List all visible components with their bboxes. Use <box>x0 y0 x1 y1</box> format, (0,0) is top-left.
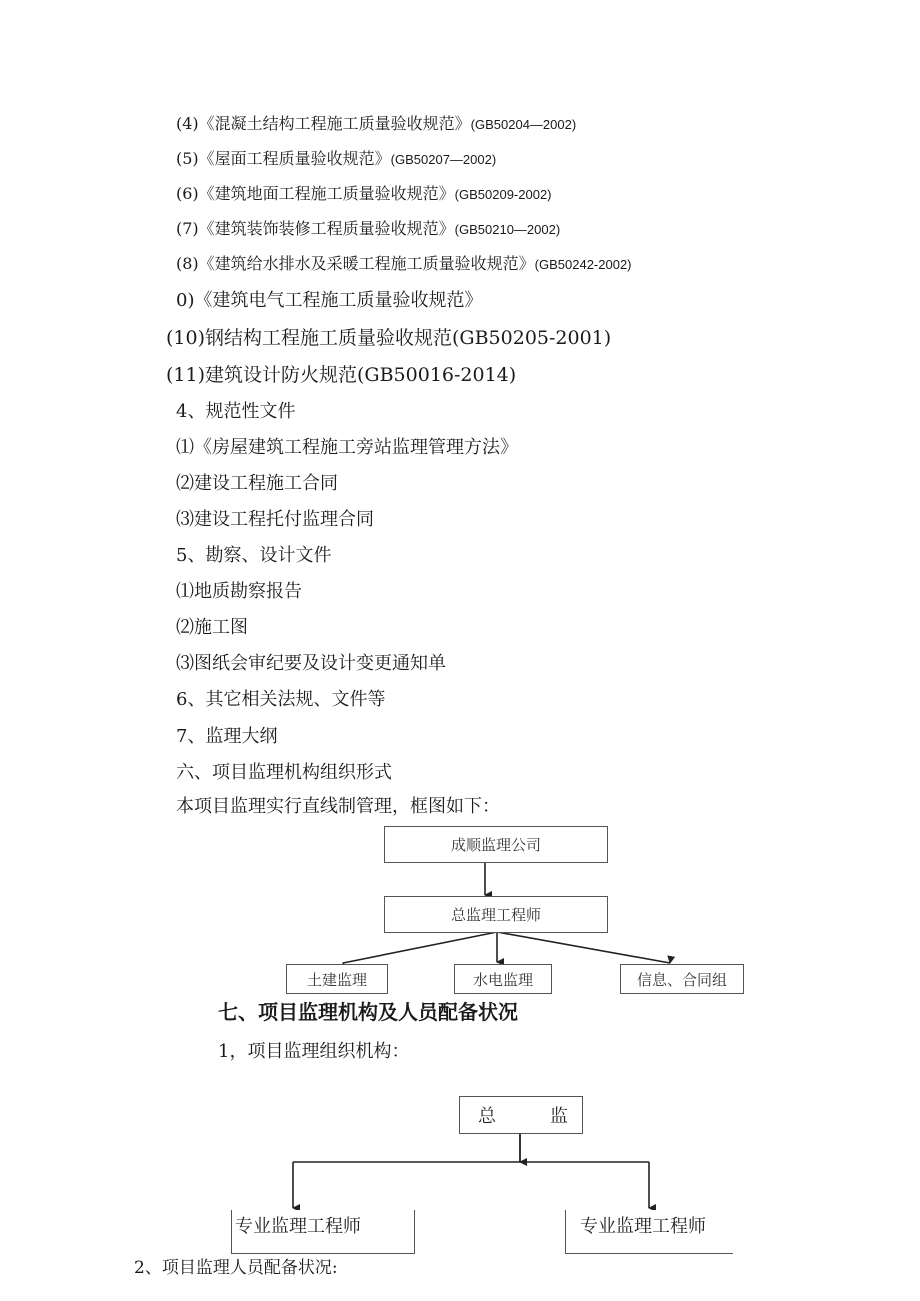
section-4-title: 4、规范性文件 <box>176 401 296 422</box>
list-item: ⑴地质勘察报告 <box>176 581 302 602</box>
org-box-label: 土建监理 <box>306 970 367 989</box>
standard-label: (6)《建筑地面工程施工质量验收规范》 <box>176 184 455 203</box>
subheading-1: 1，项目监理组织机构： <box>218 1041 410 1062</box>
standard-code: (GB50242-2002) <box>534 257 632 272</box>
org-box-specialist-left <box>231 1210 415 1254</box>
org-box-label: 水电监理 <box>472 970 533 989</box>
org-box-label-right: 监 <box>550 1106 568 1127</box>
list-item: ⑵施工图 <box>176 617 248 638</box>
org-box-chief <box>459 1096 583 1134</box>
org-box-label-left: 总 <box>478 1106 496 1127</box>
standard-label: (7)《建筑装饰装修工程质量验收规范》 <box>176 219 455 238</box>
org-box-label: 信息、合同组 <box>636 970 727 989</box>
standard-label: (4)《混凝土结构工程施工质量验收规范》 <box>176 114 471 133</box>
subheading-2: 2、项目监理人员配备状况: <box>134 1258 338 1278</box>
org-box-label: 总监理工程师 <box>450 906 541 924</box>
section-7-item: 7、监理大纲 <box>176 726 278 747</box>
org-box-label: 成顺监理公司 <box>450 836 541 854</box>
list-item: ⑵建设工程施工合同 <box>176 473 338 494</box>
standard-code: (GB50207—2002) <box>390 152 497 167</box>
org-box-specialist-right <box>565 1210 733 1254</box>
list-item: ⑶建设工程托付监理合同 <box>176 509 374 530</box>
list-item: ⑴《房屋建筑工程施工旁站监理管理方法》 <box>176 437 518 458</box>
intro-paragraph: 本项目监理实行直线制管理，框图如下： <box>176 796 500 817</box>
org-box-label: 专业监理工程师 <box>235 1216 361 1237</box>
section-5-title: 5、勘察、设计文件 <box>176 545 332 566</box>
section-heading-6: 六、项目监理机构组织形式 <box>176 762 392 783</box>
org-box-label: 专业监理工程师 <box>580 1216 706 1237</box>
standard-label: (8)《建筑给水排水及采暖工程施工质量验收规范》 <box>176 254 535 273</box>
standard-item-11: (11)建筑设计防火规范(GB50016-2014) <box>166 364 517 386</box>
standard-item-10: (10)钢结构工程施工质量验收规范(GB50205-2001) <box>166 327 612 349</box>
standard-code: (GB50209-2002) <box>454 187 552 202</box>
section-heading-7: 七、项目监理机构及人员配备状况 <box>218 1000 518 1024</box>
section-6-item: 6、其它相关法规、文件等 <box>176 689 386 710</box>
standard-code: (GB50204—2002) <box>470 117 577 132</box>
list-item: ⑶图纸会审纪要及设计变更通知单 <box>176 653 446 674</box>
standard-code: (GB50210—2002) <box>454 222 561 237</box>
standard-item-9: 0)《建筑电气工程施工质量验收规范》 <box>176 290 483 311</box>
standard-label: (5)《屋面工程质量验收规范》 <box>176 149 391 168</box>
